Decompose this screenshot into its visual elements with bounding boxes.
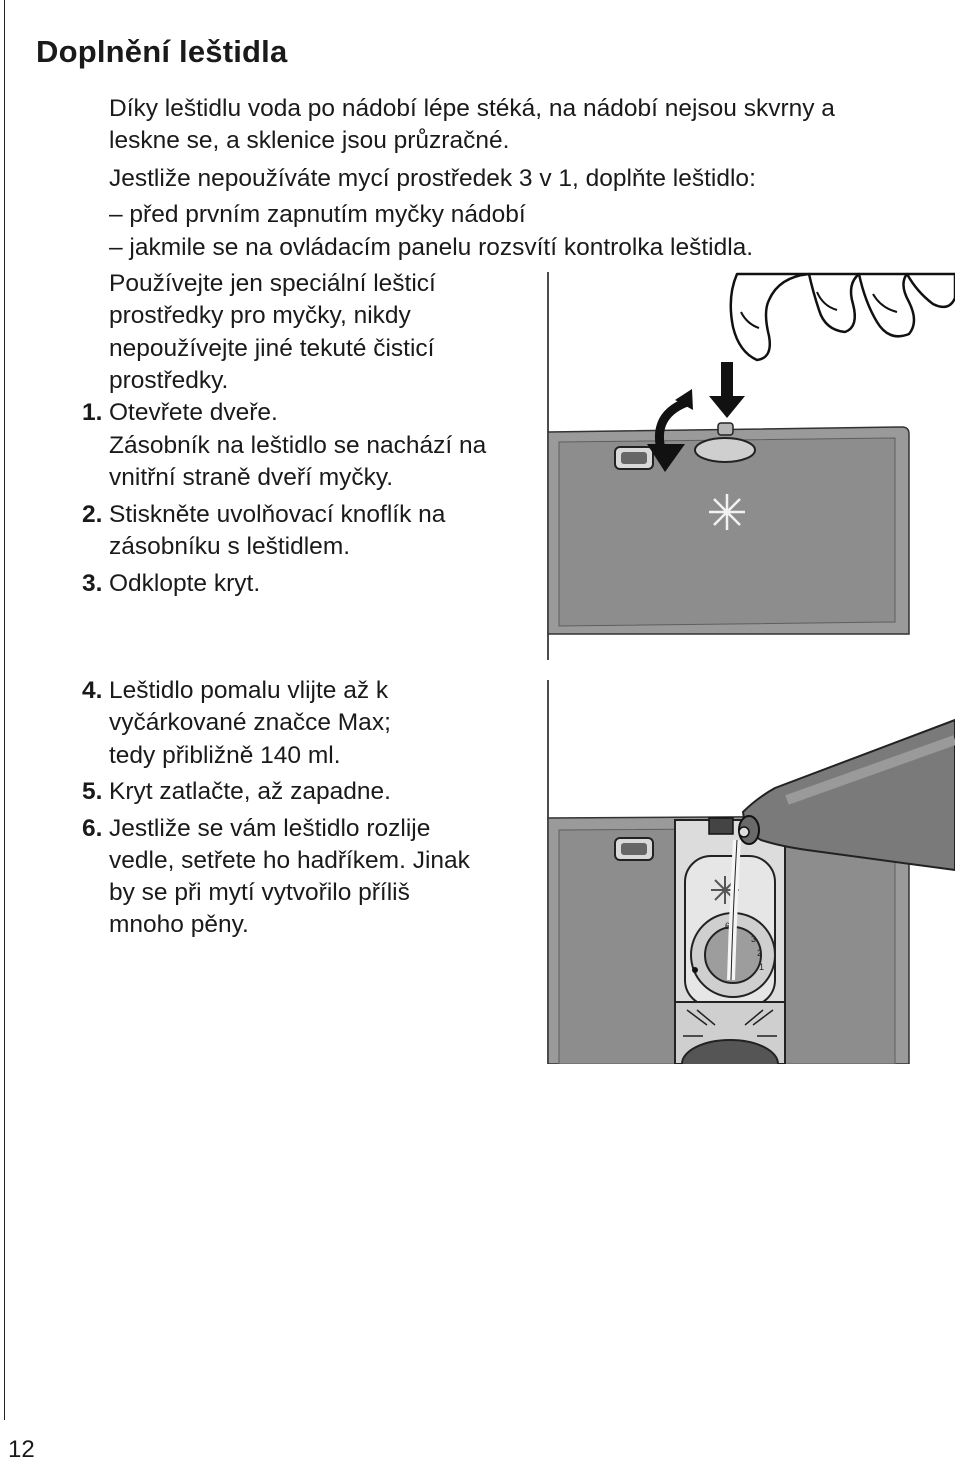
step-4-line-2: vyčárkované značce Max;: [109, 709, 391, 736]
page-title: Doplnění leštidla: [36, 34, 288, 69]
bullet-indicator-lights: – jakmile se na ovládacím panelu rozsvítí kontrolka leštidla.: [109, 234, 754, 261]
dial-label-6: 6: [725, 921, 731, 931]
step-1-line-2: Zásobník na leštidlo se nachází na: [109, 432, 487, 459]
warning-line-3: nepoužívejte jiné tekuté čisticí: [109, 335, 435, 362]
figure-press-release-button: [547, 272, 955, 660]
step-4-line-3: tedy přibližně 140 ml.: [109, 742, 341, 769]
step-5-line-1: Kryt zatlačte, až zapadne.: [109, 778, 391, 805]
step-6-line-2: vedle, setřete ho hadříkem. Jinak: [109, 847, 470, 874]
step-1-number: 1.: [82, 399, 103, 426]
intro-line-3: Jestliže nepoužíváte mycí prostředek 3 v 1, doplňte leštidlo:: [109, 165, 756, 192]
bullet-before-first-use: – před prvním zapnutím myčky nádobí: [109, 201, 526, 228]
step-6-number: 6.: [82, 815, 103, 842]
page-number: 12: [8, 1436, 35, 1463]
step-3-line-1: Odklopte kryt.: [109, 570, 261, 597]
warning-line-2: prostředky pro myčky, nikdy: [109, 302, 411, 329]
warning-line-1: Používejte jen speciální lešticí: [109, 270, 436, 297]
dial-label-2: 2: [757, 948, 763, 958]
step-5-number: 5.: [82, 778, 103, 805]
step-2-number: 2.: [82, 501, 103, 528]
step-2-line-2: zásobníku s leštidlem.: [109, 533, 351, 560]
figure-pour-rinse-aid: [547, 680, 955, 1064]
step-3-number: 3.: [82, 570, 103, 597]
step-1-line-1: Otevřete dveře.: [109, 399, 278, 426]
dispenser-open-illustration: [547, 272, 955, 660]
page-margin-line: [4, 0, 5, 1420]
intro-line-2: leskne se, a sklenice jsou průzračné.: [109, 127, 510, 154]
pouring-illustration: [547, 680, 955, 1064]
dial-label-1: 1: [759, 962, 765, 972]
step-4-number: 4.: [82, 677, 103, 704]
intro-line-1: Díky leštidlu voda po nádobí lépe stéká, na nádobí nejsou skvrny a: [109, 95, 835, 122]
step-2-line-1: Stiskněte uvolňovací knoflík na: [109, 501, 446, 528]
warning-line-4: prostředky.: [109, 367, 229, 394]
step-4-line-1: Leštidlo pomalu vlijte až k: [109, 677, 389, 704]
dial-label-3: 3: [751, 934, 757, 944]
step-1-line-3: vnitřní straně dveří myčky.: [109, 464, 394, 491]
step-6-line-3: by se při mytí vytvořilo příliš: [109, 879, 410, 906]
step-6-line-1: Jestliže se vám leštidlo rozlije: [109, 815, 431, 842]
step-6-line-4: mnoho pěny.: [109, 911, 249, 938]
